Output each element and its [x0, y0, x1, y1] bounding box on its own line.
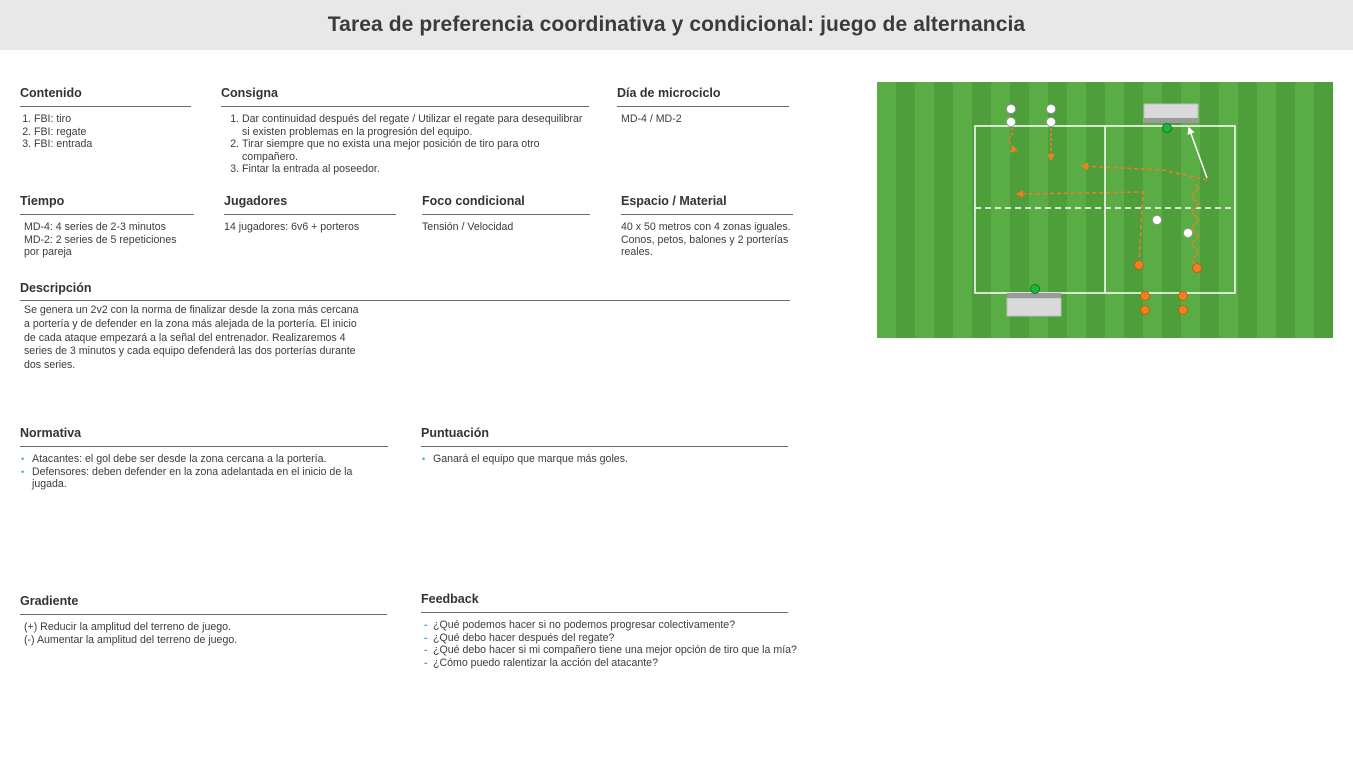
- descripcion-line: series de 3 minutos y cada equipo defenderá las dos porterías durante: [24, 345, 356, 358]
- descripcion-line: a portería y de defender en la zona más alejada de la portería. El inicio: [24, 317, 357, 330]
- contenido-section: [20, 86, 191, 151]
- descripcion-heading: Descripción: [20, 281, 790, 301]
- tiempo-line: MD-4: 4 series de 2-3 minutos: [24, 221, 166, 233]
- list-item: - ¿Qué podemos hacer si no podemos progresar colectivamente?: [421, 619, 801, 632]
- list-item: 2. FBI: regate: [34, 126, 191, 139]
- consigna-section: [221, 86, 589, 176]
- tiempo-section: [20, 194, 194, 259]
- list-item: - ¿Qué debo hacer si mi compañero tiene una mejor opción de tiro que la mía?: [421, 644, 801, 657]
- list-item: - ¿Qué debo hacer después del regate?: [421, 632, 801, 645]
- list-item: • Defensores: deben defender en la zona adelantada en el inicio de la jugada.: [20, 466, 390, 491]
- page-title: Tarea de preferencia coordinativa y condicional: juego de alternancia: [327, 13, 1026, 36]
- feedback-section: [421, 592, 797, 669]
- foco-section: [422, 194, 590, 234]
- list-item: 1. Dar continuidad después del regate / Utilizar el regate para desequilibrar si existen problemas en la progresión del equipo.: [242, 113, 589, 138]
- descripcion-line: de cada ataque empezará a la señal del entrenador. Realizaremos 4: [24, 331, 346, 344]
- espacio-line: 40 x 50 metros con 4 zonas iguales.: [621, 221, 791, 233]
- feedback-heading: Feedback: [421, 592, 788, 613]
- dia-heading: Día de microciclo: [617, 86, 789, 107]
- dia-value: MD-4 / MD-2: [621, 113, 682, 125]
- list-item: 2. Tirar siempre que no exista una mejor posición de tiro para otro compañero.: [242, 138, 589, 163]
- gradiente-section: [20, 594, 387, 646]
- descripcion-line: dos series.: [24, 359, 76, 372]
- jugadores-value: 14 jugadores: 6v6 + porteros: [224, 221, 360, 233]
- list-item: • Atacantes: el gol debe ser desde la zona cercana a la portería.: [20, 453, 390, 466]
- jugadores-heading: Jugadores: [224, 194, 396, 215]
- foco-value: Tensión / Velocidad: [422, 221, 514, 233]
- descripcion-section: [20, 281, 790, 373]
- pitch-diagram: [877, 82, 1333, 338]
- title-banner: [0, 0, 1353, 50]
- descripcion-line: Se genera un 2v2 con la norma de finalizar desde la zona más cercana: [24, 304, 359, 316]
- list-item: - ¿Cómo puedo ralentizar la acción del atacante?: [421, 657, 801, 670]
- normativa-section: [20, 426, 388, 491]
- gradiente-line: (+) Reducir la amplitud del terreno de juego.: [24, 621, 231, 633]
- list-item: 3. Fintar la entrada al poseedor.: [242, 163, 589, 176]
- list-item: • Ganará el equipo que marque más goles.: [421, 453, 788, 466]
- espacio-heading: Espacio / Material: [621, 194, 793, 215]
- gradiente-line: (-) Aumentar la amplitud del terreno de juego.: [24, 633, 238, 646]
- list-item: 3. FBI: entrada: [34, 138, 191, 151]
- espacio-line: Conos, petos, balones y 2 porterías: [621, 233, 789, 246]
- goal-icon: [1007, 293, 1061, 316]
- tiempo-line: MD-2: 2 series de 5 repeticiones: [24, 233, 177, 246]
- jugadores-section: [224, 194, 396, 234]
- foco-heading: Foco condicional: [422, 194, 590, 215]
- espacio-line: reales.: [621, 246, 653, 259]
- normativa-heading: Normativa: [20, 426, 388, 447]
- contenido-heading: Contenido: [20, 86, 191, 107]
- espacio-section: [621, 194, 793, 259]
- gradiente-heading: Gradiente: [20, 594, 387, 615]
- puntuacion-section: [421, 426, 788, 466]
- tiempo-line: por pareja: [24, 246, 72, 259]
- dia-section: [617, 86, 789, 126]
- list-item: 1. FBI: tiro: [34, 113, 191, 126]
- consigna-heading: Consigna: [221, 86, 589, 107]
- puntuacion-heading: Puntuación: [421, 426, 788, 447]
- tiempo-heading: Tiempo: [20, 194, 194, 215]
- goal-icon: [1144, 104, 1198, 123]
